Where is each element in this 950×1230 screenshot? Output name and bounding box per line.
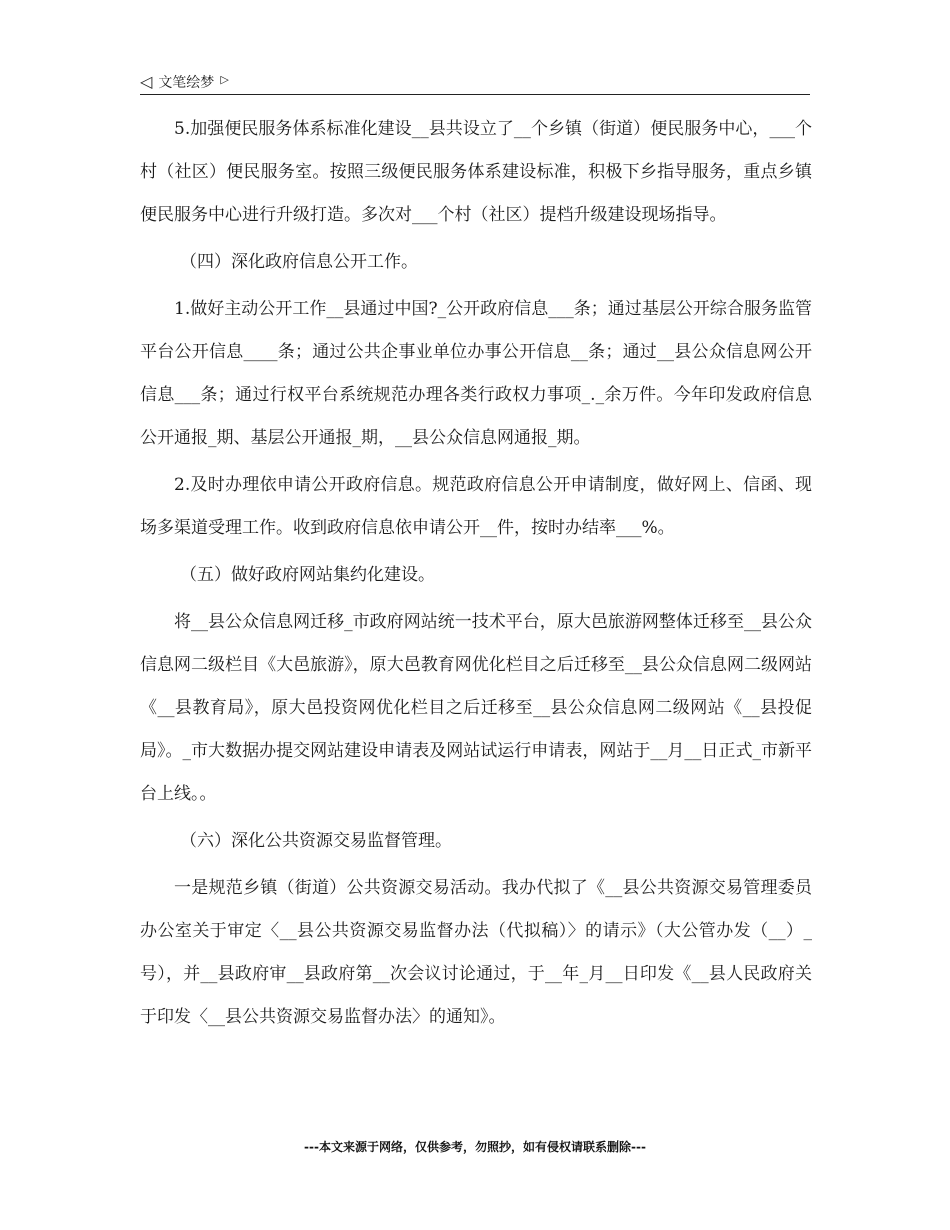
section-heading-5: （五）做好政府网站集约化建设。 <box>180 565 435 585</box>
paragraph-5-convenience-services: 5.加强便民服务体系标准化建设__县共设立了__个乡镇（街道）便民服务中心，___个村（社区）便民服务室。按照三级便民服务体系建设标准，积极下乡指导服务，重点乡镇便民服务中心进行升级打造。多次对___个村（社区）提档升级建设现场指导。 <box>140 119 812 225</box>
header-title: 文笔绘梦 <box>158 75 215 91</box>
left-triangle-icon: ◁ <box>140 72 153 91</box>
page-header <box>140 70 810 95</box>
paragraph-2-request-disclosure: 2.及时办理依申请公开政府信息。规范政府信息公开申请制度，做好网上、信函、现场多渠道受理工作。收到政府信息依申请公开__件，按时办结率___%。 <box>140 475 812 538</box>
document-body <box>140 108 812 1043</box>
section-heading-6: （六）深化公共资源交易监督管理。 <box>180 831 452 851</box>
section-heading-4: （四）深化政府信息公开工作。 <box>180 252 418 272</box>
paragraph-public-resource-trading: 一是规范乡镇（街道）公共资源交易活动。我办代拟了《__县公共资源交易管理委员办公室关于审定〈__县公共资源交易监督办法（代拟稿）〉的请示》（大公管办发（__）_号），并__县政府审__县政府第__次会议讨论通过，于__年_月__日印发《__县人民政府关于印发〈__县公共资源交易监督办法〉的通知》。 <box>140 878 812 1027</box>
page-footer: ---本文来源于网络，仅供参考，勿照抄，如有侵权请联系删除--- <box>304 1140 646 1154</box>
right-triangle-icon: ▷ <box>220 72 229 86</box>
paragraph-website-migration: 将__县公众信息网迁移_市政府网站统一技术平台，原大邑旅游网整体迁移至__县公众信息网二级栏目《大邑旅游》，原大邑教育网优化栏目之后迁移至__县公众信息网二级网站《__县教育局》，原大邑投资网优化栏目之后迁移至__县公众信息网二级网站《__县投促局》。_市大数据办提交网站建设申请表及网站试运行申请表，网站于__月__日正式_市新平台上线。。 <box>140 612 812 804</box>
paragraph-1-active-disclosure: 1.做好主动公开工作__县通过中国?_公开政府信息___条；通过基层公开综合服务监管平台公开信息____条；通过公共企事业单位办事公开信息__条；通过__县公众信息网公开信息___条；通过行权平台系统规范办理各类行政权力事项_._余万件。今年印发政府信息公开通报_期、基层公开通报_期，__县公众信息网通报_期。 <box>140 299 812 448</box>
